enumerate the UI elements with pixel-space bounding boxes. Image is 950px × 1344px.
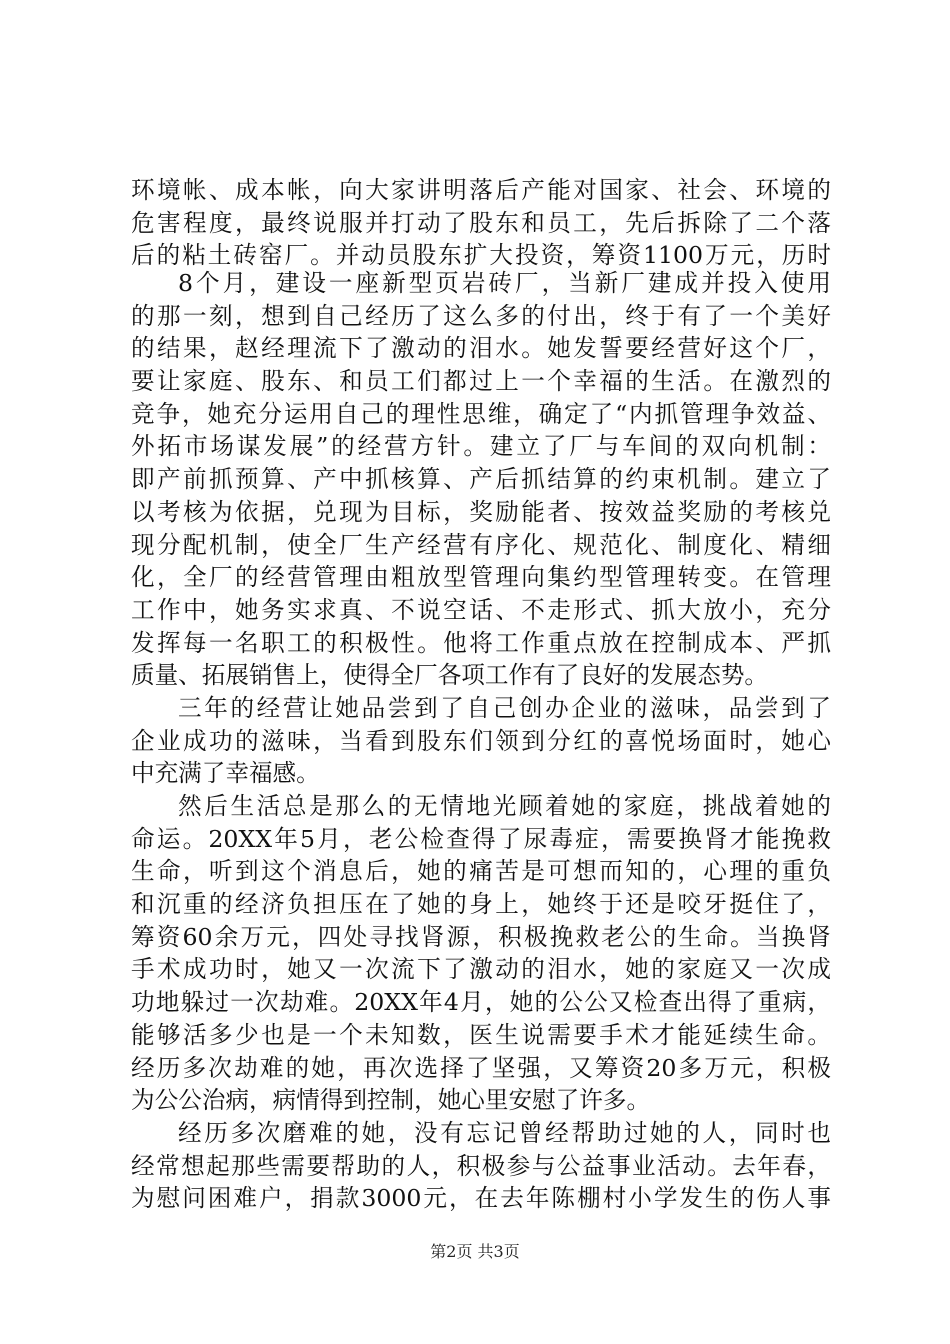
text-line: 环境帐、成本帐，向大家讲明落后产能对国家、社会、环境的	[131, 176, 831, 204]
text-line: 三年的经营让她品尝到了自己创办企业的滋味，品尝到了	[178, 693, 831, 722]
text-block-top	[131, 174, 831, 272]
text-line: 手术成功时，她又一次流下了激动的泪水，她的家庭又一次成	[131, 955, 831, 984]
text-line: 后的粘土砖窑厂。并动员股东扩大投资，筹资1100万元，历时	[131, 241, 831, 270]
text-line: 企业成功的滋味，当看到股东们领到分红的喜悦场面时，她心	[131, 726, 831, 755]
text-line: 外拓市场谋发展”的经营方针。建立了厂与车间的双向机制：	[131, 432, 831, 461]
text-line: 的那一刻，想到自己经历了这么多的付出，终于有了一个美好	[131, 301, 831, 330]
text-line: 8个月，建设一座新型页岩砖厂，当新厂建成并投入使用	[178, 269, 831, 297]
text-line: 质量、拓展销售上，使得全厂各项工作有了良好的发展态势。	[131, 661, 769, 690]
text-line: 和沉重的经济负担压在了她的身上，她终于还是咬牙挺住了，	[131, 890, 831, 919]
text-line: 工作中，她务实求真、不说空话、不走形式、抓大放小，充分	[131, 595, 831, 624]
text-line: 能够活多少也是一个未知数，医生说需要手术才能延续生命。	[131, 1020, 831, 1049]
text-line: 发挥每一名职工的积极性。他将工作重点放在控制成本、严抓	[131, 628, 831, 657]
text-line: 化，全厂的经营管理由粗放型管理向集约型管理转变。在管理	[131, 563, 831, 592]
text-line: 经历多次磨难的她，没有忘记曾经帮助过她的人，同时也	[178, 1118, 831, 1147]
text-line: 即产前抓预算、产中抓核算、产后抓结算的约束机制。建立了	[131, 465, 831, 494]
text-line: 命运。20XX年5月，老公检查得了尿毒症，需要换肾才能挽救	[131, 824, 831, 853]
text-line: 中充满了幸福感。	[131, 759, 320, 788]
text-line: 为公公治病，病情得到控制，她心里安慰了许多。	[131, 1086, 651, 1115]
text-block-main	[131, 267, 831, 1215]
text-line: 以考核为依据，兑现为目标，奖励能者、按效益奖励的考核兑	[131, 497, 831, 526]
text-line: 现分配机制，使全厂生产经营有序化、规范化、制度化、精细	[131, 530, 831, 559]
text-line: 生命，听到这个消息后，她的痛苦是可想而知的，心理的重负	[131, 857, 831, 886]
text-line: 筹资60余万元，四处寻找肾源，积极挽救老公的生命。当换肾	[131, 922, 831, 951]
text-line: 危害程度，最终说服并打动了股东和员工，先后拆除了二个落	[131, 208, 831, 237]
text-line: 经历多次劫难的她，再次选择了坚强，又筹资20多万元，积极	[131, 1053, 831, 1082]
text-line: 功地躲过一次劫难。20XX年4月，她的公公又检查出得了重病，	[131, 988, 831, 1017]
text-line: 要让家庭、股东、和员工们都过上一个幸福的生活。在激烈的	[131, 367, 831, 396]
text-line: 为慰问困难户，捐款3000元，在去年陈棚村小学发生的伤人事	[131, 1184, 831, 1213]
text-line: 的结果，赵经理流下了激动的泪水。她发誓要经营好这个厂，	[131, 334, 831, 363]
page-number-footer: 第2页 共3页	[430, 1242, 520, 1261]
text-line: 竞争，她充分运用自己的理性思维，确定了“内抓管理争效益、	[131, 399, 831, 428]
text-line: 然后生活总是那么的无情地光顾着她的家庭，挑战着她的	[178, 792, 831, 820]
text-line: 经常想起那些需要帮助的人，积极参与公益事业活动。去年春，	[131, 1151, 831, 1180]
